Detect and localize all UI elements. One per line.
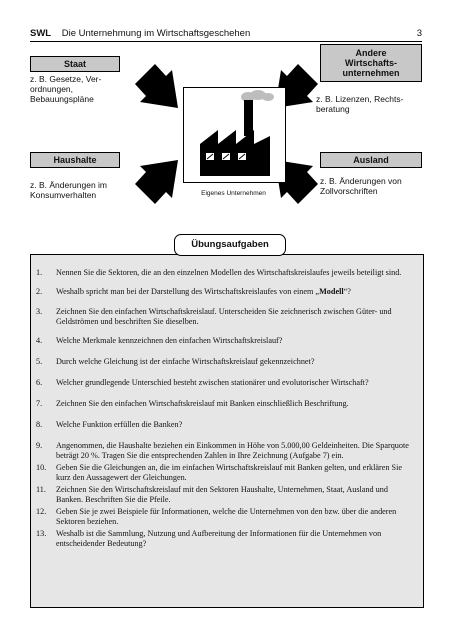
exercise-number: 4.: [36, 336, 43, 345]
influence-diagram: [30, 42, 422, 216]
exercise-item: [36, 507, 420, 527]
desc-haushalte-line: z. B. Änderungen im: [30, 180, 108, 190]
desc-staat-line: Bebauungspläne: [30, 94, 94, 104]
box-staat: Staat: [30, 56, 120, 72]
exercise-item: [36, 420, 420, 430]
box-ausland: Ausland: [320, 152, 422, 168]
exercise-text-part: Weshalb spricht man bei der Darstellung des Wirtschaftskreislaufes von einem „: [56, 287, 320, 296]
exercise-title: Übungsaufgaben: [174, 234, 286, 256]
exercise-number: 10.: [36, 463, 47, 472]
box-andere-line: unternehmen: [342, 68, 400, 78]
exercise-number: 12.: [36, 507, 47, 516]
factory-frame: [183, 87, 286, 183]
exercise-item: [36, 357, 420, 367]
exercise-number: 3.: [36, 307, 43, 316]
desc-staat: [30, 74, 130, 104]
exercise-text: Welcher grundlegende Unterschied besteht zwischen stationärer und evolutorischer Wirtschaft?: [56, 378, 369, 387]
exercise-text: [56, 287, 420, 297]
box-haushalte: Haushalte: [30, 152, 120, 168]
page-number: 3: [416, 28, 422, 39]
factory-caption: Eigenes Unternehmen: [201, 190, 266, 197]
exercise-text: Durch welche Gleichung ist der einfache Wirtschaftskreislauf gekennzeichnet?: [56, 357, 315, 366]
exercise-number: 6.: [36, 378, 43, 387]
exercise-text: Angenommen, die Haushalte beziehen ein Einkommen in Höhe von 5.000,00 Geldeinheiten. Die Sparquote beträgt 20 %. Tragen Sie die entsprechenden Zahlen in Ihre Zeichnung (Aufgabe 7) ein.: [56, 441, 409, 460]
desc-staat-line: ordnungen,: [30, 84, 74, 94]
exercise-item: [36, 378, 420, 388]
exercise-number: 13.: [36, 529, 47, 538]
desc-andere: [316, 94, 422, 114]
exercise-number: 8.: [36, 420, 43, 429]
exercise-text: Nennen Sie die Sektoren, die an den einzelnen Modellen des Wirtschaftskreislaufes jeweils beteiligt sind.: [56, 268, 402, 277]
exercise-number: 9.: [36, 441, 43, 450]
exercise-text-bold: Modell: [319, 287, 344, 296]
desc-ausland-line: z. B. Änderungen von: [320, 176, 402, 186]
desc-andere-line: beratung: [316, 104, 350, 114]
exercise-number: 7.: [36, 399, 43, 408]
exercise-item: [36, 287, 420, 297]
arrow-haushalte: [135, 160, 178, 204]
exercise-text: Weshalb ist die Sammlung, Nutzung und Aufbereitung der Informationen für die Unternehmen von entscheidender Bedeutung?: [56, 529, 382, 548]
exercise-text-part: “?: [343, 287, 351, 296]
exercise-item: [36, 463, 420, 483]
exercise-number: 11.: [36, 485, 46, 494]
exercise-text: Geben Sie je zwei Beispiele für Informationen, welche die Unternehmen von den bzw. über die anderen Sektoren beziehen.: [56, 507, 397, 526]
exercise-text: Zeichnen Sie den einfachen Wirtschaftskreislauf. Unterscheiden Sie zeichnerisch zwischen Güter- und Geldströmen und beschriften Sie dieselben.: [56, 307, 392, 326]
exercise-text: Zeichnen Sie den einfachen Wirtschaftskreislauf mit Banken einschließlich Beschriftung.: [56, 399, 349, 408]
exercise-item: [36, 268, 420, 278]
exercise-text: Welche Merkmale kennzeichnen den einfachen Wirtschaftskreislauf?: [56, 336, 283, 345]
desc-ausland: [320, 176, 422, 196]
exercise-item: [36, 399, 420, 409]
exercise-number: 1.: [36, 268, 43, 277]
header-brand: SWL: [30, 28, 52, 39]
box-andere-line: Andere: [355, 48, 387, 58]
exercise-text: Welche Funktion erfüllen die Banken?: [56, 420, 183, 429]
factory-icon: [184, 88, 285, 182]
arrow-staat: [135, 64, 178, 108]
exercise-number: 2.: [36, 287, 43, 296]
exercise-item: [36, 441, 420, 461]
box-andere-line: Wirtschafts-: [345, 58, 397, 68]
header-title: Die Unternehmung im Wirtschaftsgeschehen: [61, 28, 251, 39]
exercise-item: [36, 336, 420, 346]
exercise-item: [36, 529, 420, 549]
desc-andere-line: z. B. Lizenzen, Rechts-: [316, 94, 404, 104]
exercise-number: 5.: [36, 357, 43, 366]
desc-haushalte: [30, 180, 140, 200]
desc-ausland-line: Zollvorschriften: [320, 186, 378, 196]
exercise-text: Geben Sie die Gleichungen an, die im einfachen Wirtschaftskreislauf mit Banken gelten, und erklären Sie kurz den Aussagewert der Gleichungen.: [56, 463, 403, 482]
exercise-text: Zeichnen Sie den Wirtschaftskreislauf mit den Sektoren Haushalte, Unternehmen, Staat, Ausland und Banken. Beschriften Sie die Pfeile.: [56, 485, 388, 504]
desc-staat-line: z. B. Gesetze, Ver-: [30, 74, 102, 84]
page-header: [30, 28, 422, 42]
box-andere-wirtschaftsunternehmen: [320, 44, 422, 82]
exercise-list: [36, 268, 420, 549]
exercise-item: [36, 485, 420, 505]
exercise-item: [36, 307, 420, 327]
desc-haushalte-line: Konsumverhalten: [30, 190, 97, 200]
